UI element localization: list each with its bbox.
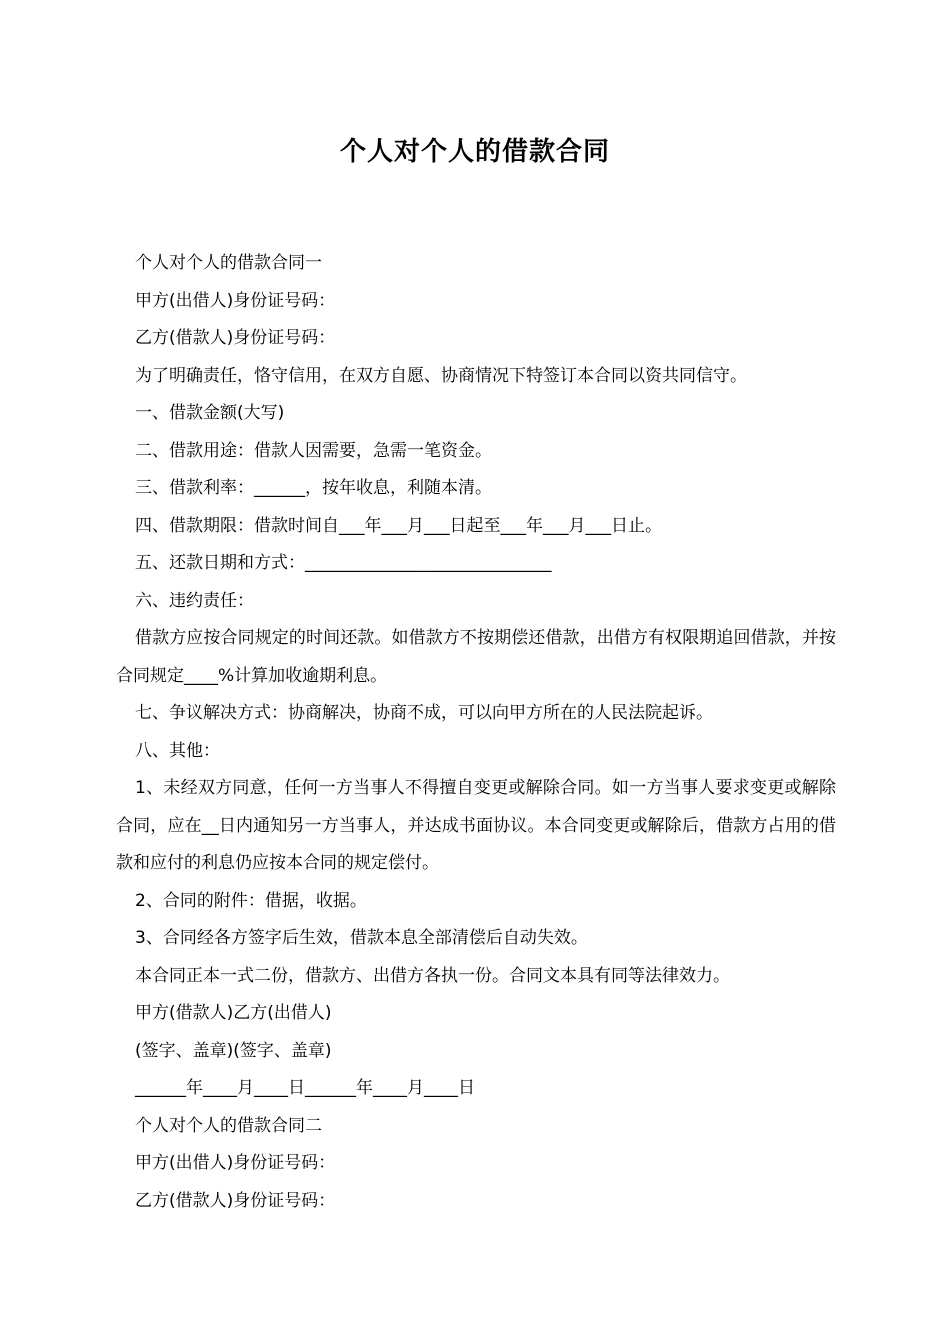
section-heading-contract-two: 个人对个人的借款合同二 bbox=[135, 1115, 322, 1136]
clause-loan-amount: 一、借款金额(大写) bbox=[135, 403, 285, 423]
clause-other-item-1: 1、未经双方同意，任何一方当事人不得擅自变更或解除合同。如一方当事人要求变更或解除合同，应在__日内通知另一方当事人，并达成书面协议。本合同变更或解除后，借款方占用的借款和应付的利息仍应按本合同的规定偿付。 bbox=[116, 778, 836, 873]
signature-parties: 甲方(借款人)乙方(出借人) bbox=[135, 1003, 332, 1023]
clause-loan-term: 四、借款期限：借款时间自___年___月___日起至___年___月___日止。 bbox=[135, 515, 662, 536]
party-a-id-line: 甲方(出借人)身份证号码： bbox=[135, 290, 336, 311]
clause-other-item-2: 2、合同的附件：借据，收据。 bbox=[135, 890, 367, 911]
clause-loan-purpose: 二、借款用途：借款人因需要，急需一笔资金。 bbox=[135, 440, 492, 461]
copies-statement: 本合同正本一式二份，借款方、出借方各执一份。合同文本具有同等法律效力。 bbox=[135, 965, 730, 986]
document-title: 个人对个人的借款合同 bbox=[339, 137, 610, 167]
party-b-id-line-2: 乙方(借款人)身份证号码： bbox=[135, 1190, 336, 1211]
party-a-id-line-2: 甲方(出借人)身份证号码： bbox=[135, 1153, 336, 1173]
party-b-id-line: 乙方(借款人)身份证号码： bbox=[135, 328, 336, 348]
clause-other-item-3: 3、合同经各方签字后生效，借款本息全部清偿后自动失效。 bbox=[135, 928, 588, 948]
section-heading-contract-one: 个人对个人的借款合同一 bbox=[135, 253, 322, 273]
signature-date-line: ______年____月____日______年____月____日 bbox=[135, 1078, 475, 1098]
preamble: 为了明确责任，恪守信用，在双方自愿、协商情况下特签订本合同以资共同信守。 bbox=[135, 365, 747, 386]
clause-repayment: 五、还款日期和方式：_____________________________ bbox=[135, 553, 552, 573]
document-body bbox=[116, 245, 836, 1220]
clause-dispute: 七、争议解决方式：协商解决，协商不成，可以向甲方所在的人民法院起诉。 bbox=[135, 703, 713, 723]
clause-other-heading: 八、其他： bbox=[135, 740, 220, 761]
clause-breach-text: 借款方应按合同规定的时间还款。如借款方不按期偿还借款，出借方有权限期追回借款，并按合同规定____%计算加收逾期利息。 bbox=[116, 628, 836, 686]
clause-breach-heading: 六、违约责任： bbox=[135, 590, 254, 611]
clause-interest-rate: 三、借款利率：______，按年收息，利随本清。 bbox=[135, 478, 492, 498]
signature-stamp-line: (签字、盖章)(签字、盖章) bbox=[135, 1040, 332, 1061]
